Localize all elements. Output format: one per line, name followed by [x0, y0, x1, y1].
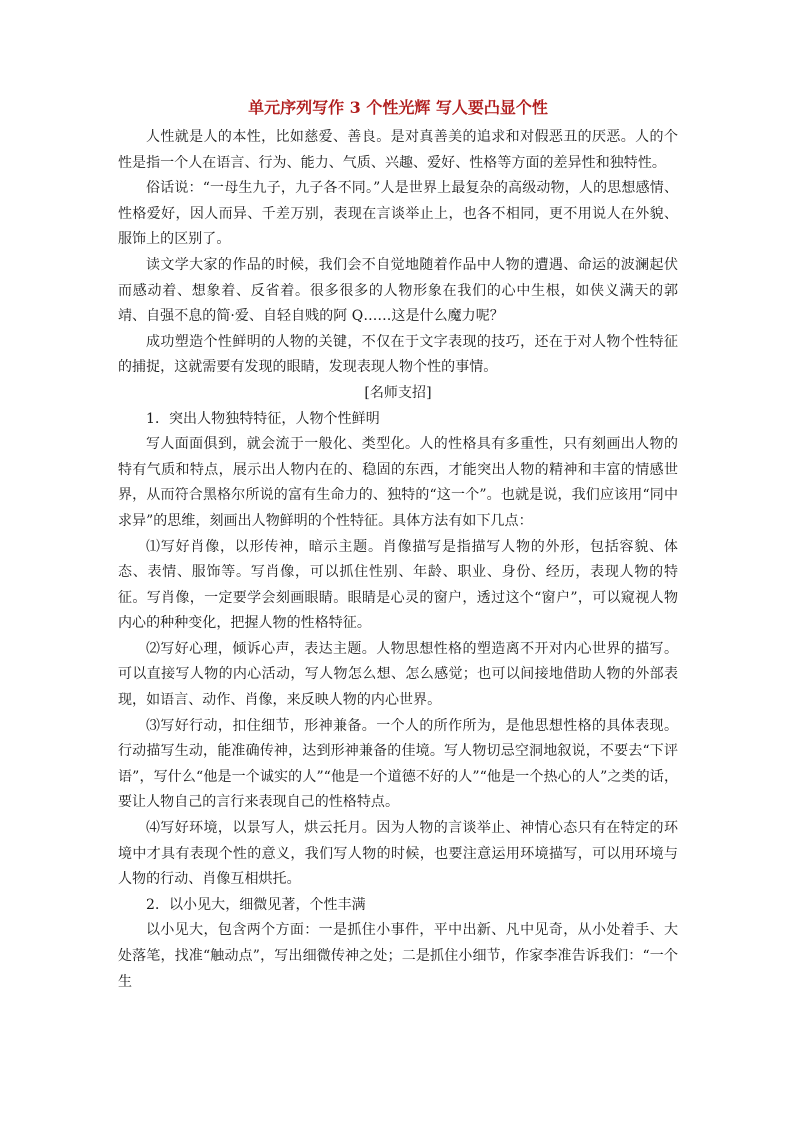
- paragraph-proverb: 俗话说：“一母生九子，九子各不同。”人是世界上最复杂的高级动物，人的思想感情、性格爱好，因人而异、千差万别，表现在言谈举止上，也各不相同，更不用说人在外貌、服饰上的区别了。: [118, 180, 678, 248]
- paragraph-definition: 人性就是人的本性，比如慈爱、善良。是对真善美的追求和对假恶丑的厌恶。人的个性是指一个人在语言、行为、能力、气质、兴趣、爱好、性格等方面的差异性和独特性。: [118, 129, 678, 171]
- document-page: [118, 95, 678, 995]
- paragraph-environment: ⑷写好环境，以景写人，烘云托月。因为人物的言谈举止、神情心态只有在特定的环境中才具有表现个性的意义，我们写人物的时候，也要注意运用环境描写，可以用环境与人物的行动、肖像互相烘托。: [118, 820, 678, 888]
- paragraph-action: ⑶写好行动，扣住细节，形神兼备。一个人的所作所为，是他思想性格的具体表现。行动描写生动，能准确传神，达到形神兼备的佳境。写人物切忌空洞地叙说，不要去“下评语”，写什么“他是一个诚实的人”“他是一个道德不好的人”“他是一个热心的人”之类的话，要让人物自己的言行来表现自己的性格特点。: [118, 717, 678, 811]
- section-heading-tips: [名师支招]: [364, 384, 432, 401]
- paragraph-features: 写人面面俱到，就会流于一般化、类型化。人的性格具有多重性，只有刻画出人物的特有气质和特点，展示出人物内在的、稳固的东西，才能突出人物的精神和丰富的情感世界，从而符合黑格尔所说的富有生命力的、独特的“这一个”。也就是说，我们应该用“同中求异”的思维，刻画出人物鲜明的个性特征。具体方法有如下几点：: [118, 436, 678, 529]
- paragraph-psychology: ⑵写好心理，倾诉心声，表达主题。人物思想性格的塑造离不开对内心世界的描写。可以直接写人物的内心活动，写人物怎么想、怎么感觉；也可以间接地借助人物的外部表现，如语言、动作、肖像，来反映人物的内心世界。: [118, 640, 678, 709]
- subheading-2: 2．以小见大，细微见著，个性丰满: [146, 896, 366, 913]
- document-title: 单元序列写作 3 个性光辉 写人要凸显个性: [248, 98, 548, 117]
- paragraph-details: 以小见大，包含两个方面：一是抓住小事件，平中出新、凡中见奇，从小处着手、大处落笔，找准“触动点”，写出细微传神之处；二是抓住小细节，作家李准告诉我们：“一个生: [118, 922, 678, 990]
- paragraph-literature: 读文学大家的作品的时候，我们会不自觉地随着作品中人物的遭遇、命运的波澜起伏而感动着、想象着、反省着。很多很多的人物形象在我们的心中生根，如侠义满天的郭靖、自强不息的简·爱、自轻自贱的阿 Q……这是什么魔力呢？: [118, 256, 678, 325]
- paragraph-portrait: ⑴写好肖像，以形传神，暗示主题。肖像描写是指描写人物的外形，包括容貌、体态、表情、服饰等。写肖像，可以抓住性别、年龄、职业、身份、经历，表现人物的特征。写肖像，一定要学会刻画眼睛。眼睛是心灵的窗户，透过这个“窗户”，可以窥视人物内心的种种变化，把握人物的性格特征。: [118, 538, 678, 632]
- subheading-1: 1．突出人物独特特征，人物个性鲜明: [146, 410, 380, 427]
- paragraph-key: 成功塑造个性鲜明的人物的关键，不仅在于文字表现的技巧，还在于对人物个性特征的捕捉，这就需要有发现的眼睛，发现表现人物个性的事情。: [118, 333, 678, 376]
